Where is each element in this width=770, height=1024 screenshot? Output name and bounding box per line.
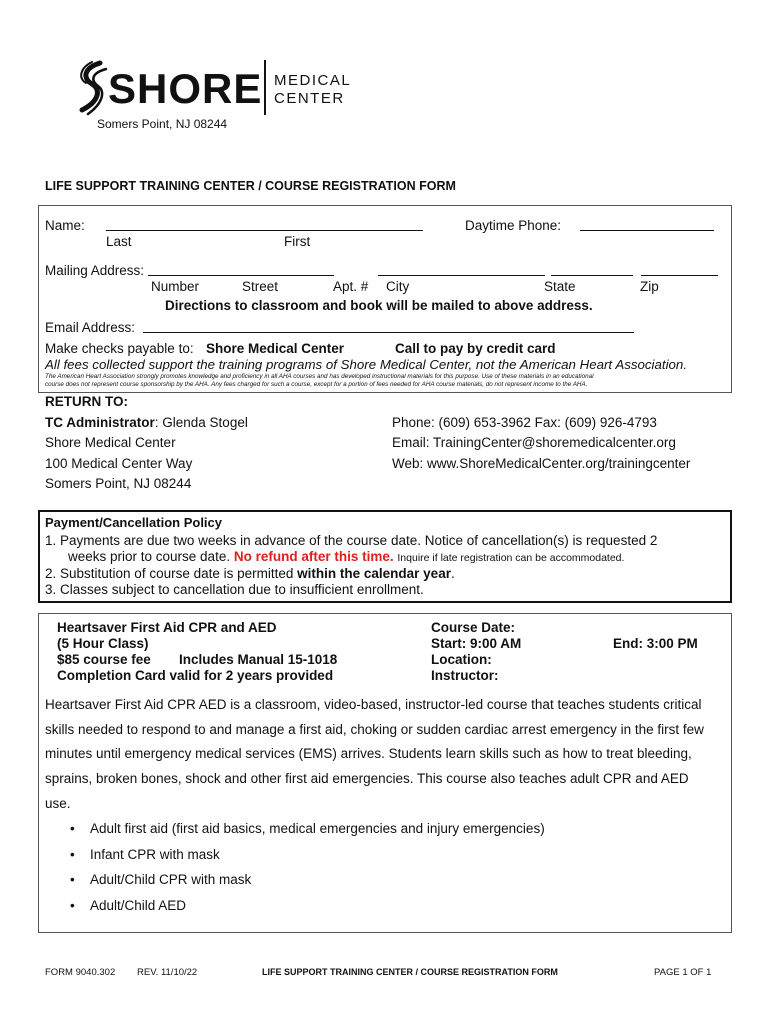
policy-item-2-text: 2. Substitution of course date is permitted (45, 566, 294, 581)
city-field[interactable] (378, 275, 545, 276)
course-instructor-label: Instructor: (431, 668, 499, 683)
course-topics-list (70, 821, 545, 923)
logo-center: CENTER (274, 90, 345, 107)
tc-admin-name: : Glenda Stogel (154, 415, 248, 430)
state-field[interactable] (551, 275, 633, 276)
policy-heading: Payment/Cancellation Policy (45, 515, 223, 530)
apt-label: Apt. # (333, 279, 369, 294)
directions-note: Directions to classroom and book will be mailed to above address. (165, 298, 593, 313)
return-city: Somers Point, NJ 08244 (45, 476, 192, 491)
return-phone: Phone: (609) 653-3962 Fax: (609) 926-4793 (392, 415, 657, 430)
return-org: Shore Medical Center (45, 435, 176, 450)
footer-form-number: FORM 9040.302 (45, 967, 116, 978)
course-duration: (5 Hour Class) (57, 636, 149, 651)
form-title: LIFE SUPPORT TRAINING CENTER / COURSE REGISTRATION FORM (45, 179, 456, 193)
mailing-address-label: Mailing Address: (45, 263, 145, 278)
checks-label: Make checks payable to: (45, 341, 194, 356)
list-item: • Infant CPR with mask (70, 847, 545, 873)
last-label: Last (106, 234, 132, 249)
fees-note: All fees collected support the training programs of Shore Medical Center, not the American Heart Association. (45, 357, 688, 372)
checks-payee: Shore Medical Center (206, 341, 345, 356)
daytime-phone-field[interactable] (580, 230, 714, 231)
policy-item-1: 1. Payments are due two weeks in advance of the course date. Notice of cancellation(s) is requested 2 (45, 533, 658, 548)
street-address-field[interactable] (148, 275, 334, 276)
name-label: Name: (45, 218, 85, 233)
logo-medical: MEDICAL (274, 72, 352, 89)
name-field[interactable] (106, 230, 423, 231)
logo-wordmark: SHORE (108, 65, 263, 112)
description-line: Heartsaver First Aid CPR AED is a classroom, video-based, instructor-led course that teaches students critical (45, 697, 702, 712)
city-label: City (386, 279, 410, 294)
zip-label: Zip (640, 279, 659, 294)
course-location-label: Location: (431, 652, 492, 667)
shore-logo-mark-icon (74, 60, 110, 116)
return-street: 100 Medical Center Way (45, 456, 193, 471)
inquire-note: Inquire if late registration can be accommodated. (397, 552, 625, 564)
footer-revision: REV. 11/10/22 (137, 967, 198, 978)
return-email[interactable]: Email: TrainingCenter@shoremedicalcenter.org (392, 435, 676, 450)
description-line: use. (45, 796, 71, 811)
tc-admin-label: TC Administrator (45, 415, 155, 430)
description-line: minutes until emergency medical services (EMS) arrives. Students learn skills such as how to treat bleeding, (45, 746, 692, 761)
list-item: • Adult/Child CPR with mask (70, 872, 545, 898)
course-start: Start: 9:00 AM (431, 636, 522, 651)
description-line: sprains, broken bones, shock and other first aid emergencies. This course also teaches adult CPR and AED (45, 771, 689, 786)
policy-item-3: 3. Classes subject to cancellation due to insufficient enrollment. (45, 582, 424, 597)
course-end: End: 3:00 PM (613, 636, 698, 651)
course-date-label: Course Date: (431, 620, 516, 635)
description-line: skills needed to respond to and manage a first aid, choking or sudden cardiac arrest emergency in the first few (45, 722, 704, 737)
daytime-phone-label: Daytime Phone: (465, 218, 562, 233)
aha-disclaimer-line-1: The American Heart Association strongly promotes knowledge and proficiency in all AHA courses and has developed instructional materials for this purpose. Use of these materials in an educational (45, 373, 594, 380)
header-address: Somers Point, NJ 08244 (97, 117, 228, 131)
no-refund-warning: No refund after this time. (233, 549, 394, 564)
policy-item-2-emph: within the calendar year (297, 566, 451, 581)
list-item: • Adult first aid (first aid basics, medical emergencies and injury emergencies) (70, 821, 545, 847)
return-web[interactable]: Web: www.ShoreMedicalCenter.org/trainingcenter (392, 456, 691, 471)
course-name: Heartsaver First Aid CPR and AED (57, 620, 277, 635)
course-fee: $85 course fee (57, 652, 151, 667)
return-to-heading: RETURN TO: (45, 394, 128, 409)
credit-card-note: Call to pay by credit card (395, 341, 556, 356)
policy-item-2-end: . (450, 566, 455, 581)
policy-item-2 (45, 566, 455, 581)
street-label: Street (242, 279, 279, 294)
email-field[interactable] (143, 332, 634, 333)
footer-title: LIFE SUPPORT TRAINING CENTER / COURSE REGISTRATION FORM (262, 967, 558, 977)
first-label: First (284, 234, 311, 249)
course-card: Completion Card valid for 2 years provided (57, 668, 334, 683)
aha-disclaimer-line-2: course does not represent course sponsorship by the AHA. Any fees charged for such a course, except for a portion of fees needed for AHA course materials, do not represent income to the AHA. (45, 381, 588, 388)
zip-field[interactable] (641, 275, 718, 276)
policy-item-1-text: weeks prior to course date. (68, 549, 231, 564)
footer-page: PAGE 1 OF 1 (654, 967, 712, 978)
state-label: State (544, 279, 576, 294)
policy-item-1-cont (68, 549, 624, 564)
logo-divider (264, 60, 266, 115)
list-item: • Adult/Child AED (70, 898, 545, 924)
number-label: Number (151, 279, 200, 294)
tc-administrator (45, 415, 248, 430)
course-manual: Includes Manual 15-1018 (179, 652, 338, 667)
email-label: Email Address: (45, 320, 136, 335)
